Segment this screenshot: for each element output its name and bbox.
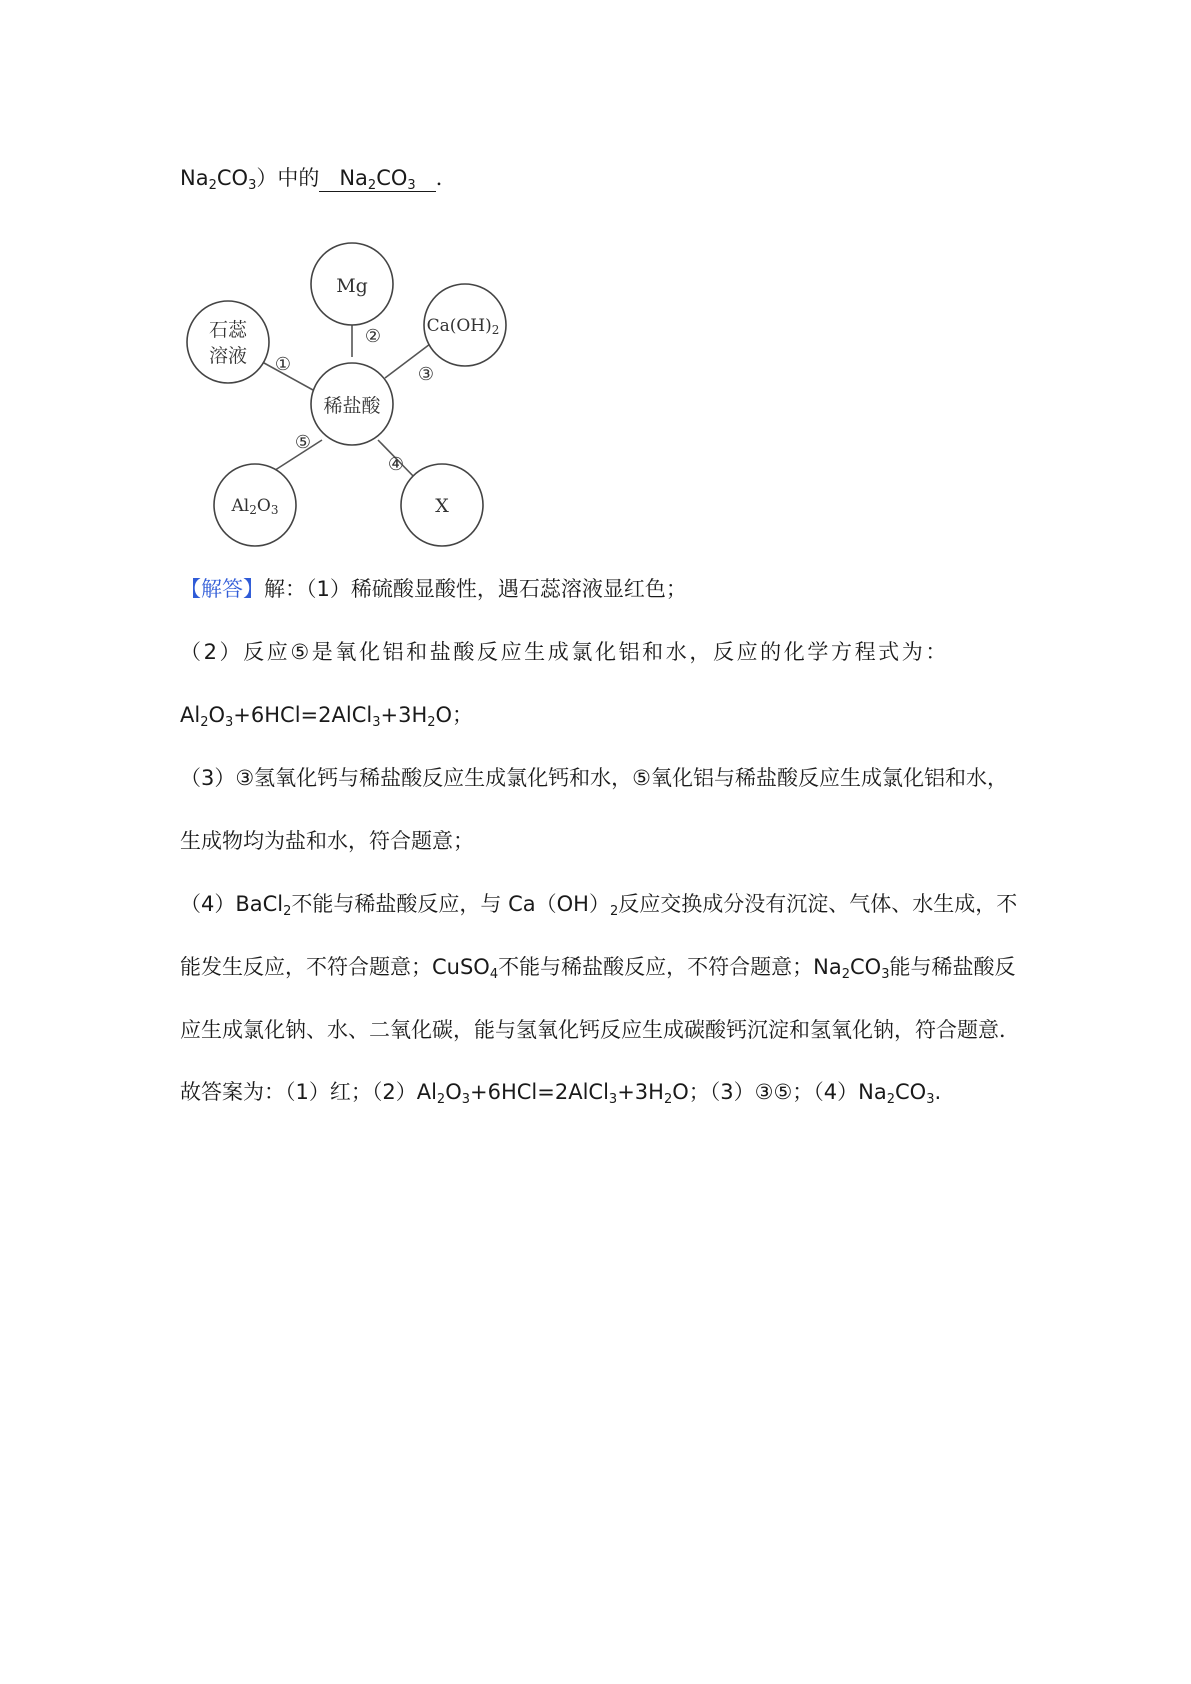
subscript: 2 [249, 503, 257, 517]
solution-line-5 [180, 826, 474, 856]
solution-line-3 [180, 700, 473, 730]
text: （3）③氢氧化钙与稀盐酸反应生成氯化钙和水，⑤氧化铝与稀盐酸反应生成氯化铝和水， [180, 766, 1009, 790]
text: O [445, 1080, 462, 1104]
text: O； [435, 703, 474, 727]
subscript: 3 [407, 178, 416, 193]
answer-blank [319, 165, 435, 192]
text: +6HCl=2AlCl [233, 703, 373, 727]
text: 能与稀盐酸反 [889, 955, 1016, 979]
text: CO [376, 166, 408, 190]
answer-line-top [180, 163, 457, 193]
text: . [934, 1080, 942, 1104]
solution-line-1 [180, 574, 687, 604]
text: +3H [380, 703, 428, 727]
solution-tag: 【解答】 [180, 577, 264, 601]
subscript: 2 [283, 904, 292, 919]
text: 应生成氯化钠、水、二氧化碳，能与氢氧化钙反应生成碳酸钙沉淀和氢氧化钠，符合题意． [180, 1018, 1020, 1042]
text: Al [180, 703, 201, 727]
node-label-litmus-2: 溶液 [208, 345, 248, 367]
text: +3H [617, 1080, 664, 1104]
subscript: 3 [926, 1092, 935, 1107]
subscript: 3 [461, 1092, 471, 1107]
subscript: 3 [372, 715, 381, 730]
text: ）中的 [256, 166, 320, 190]
edge-label-2: ② [364, 326, 382, 347]
text: CO [849, 955, 882, 979]
subscript: 3 [270, 503, 279, 517]
subscript: 2 [427, 715, 436, 730]
text: Al [231, 496, 250, 516]
text: Na [180, 166, 209, 190]
subscript: 2 [841, 967, 850, 982]
node-label-caoh2 [427, 316, 500, 337]
text: （2）反应⑤是氧化铝和盐酸反应生成氯化铝和水，反应的化学方程式为： [180, 640, 949, 664]
subscript: 4 [489, 967, 499, 982]
solution-line-4 [180, 763, 1008, 793]
text: 解：（1）稀硫酸显酸性，遇石蕊溶液显红色； [264, 577, 687, 601]
text: 不能与稀盐酸反应，与 Ca（OH） [291, 892, 610, 916]
subscript: 2 [208, 178, 217, 193]
subscript: 2 [886, 1092, 895, 1107]
subscript: 3 [608, 1092, 618, 1107]
node-label-x: X [435, 495, 449, 517]
solution-line-9 [180, 1077, 941, 1107]
subscript: 3 [881, 967, 890, 982]
text: 能发生反应，不符合题意；CuSO [180, 955, 490, 979]
subscript: 2 [491, 323, 500, 337]
solution-line-2 [180, 637, 949, 667]
node-label-mg: Mg [336, 275, 368, 297]
solution-line-8 [180, 1015, 1020, 1045]
edge-label-4: ④ [387, 454, 405, 475]
subscript: 2 [436, 1092, 446, 1107]
text: +6HCl=2AlCl [470, 1080, 609, 1104]
text: 生成物均为盐和水，符合题意； [180, 829, 474, 853]
edge-label-1: ① [274, 354, 292, 375]
subscript: 3 [248, 178, 257, 193]
node-litmus [187, 301, 269, 383]
text: ． [435, 166, 457, 190]
text: 不能与稀盐酸反应，不符合题意；Na [498, 955, 842, 979]
text: CO [895, 1080, 927, 1104]
edge-label-3: ③ [417, 364, 435, 385]
subscript: 2 [663, 1092, 673, 1107]
node-label-litmus-1: 石蕊 [208, 319, 248, 341]
text: Ca(OH) [426, 316, 492, 336]
subscript: 2 [609, 904, 619, 919]
text: CO [216, 166, 249, 190]
edge-label-5: ⑤ [294, 432, 312, 453]
subscript: 2 [367, 178, 377, 193]
text: （4）BaCl [180, 892, 284, 916]
subscript: 3 [225, 715, 234, 730]
subscript: 2 [200, 715, 209, 730]
text: O [256, 496, 271, 516]
text: O；（3）③⑤；（4）Na [672, 1080, 887, 1104]
text: Na [339, 166, 368, 190]
solution-line-7 [180, 952, 1015, 982]
text: 反应交换成分没有沉淀、气体、水生成，不 [618, 892, 1018, 916]
reaction-diagram [170, 212, 530, 552]
solution-line-6 [180, 889, 1017, 919]
text: 故答案为：（1）红；（2）Al [180, 1080, 437, 1104]
node-label-hcl: 稀盐酸 [323, 395, 381, 417]
text: O [208, 703, 226, 727]
